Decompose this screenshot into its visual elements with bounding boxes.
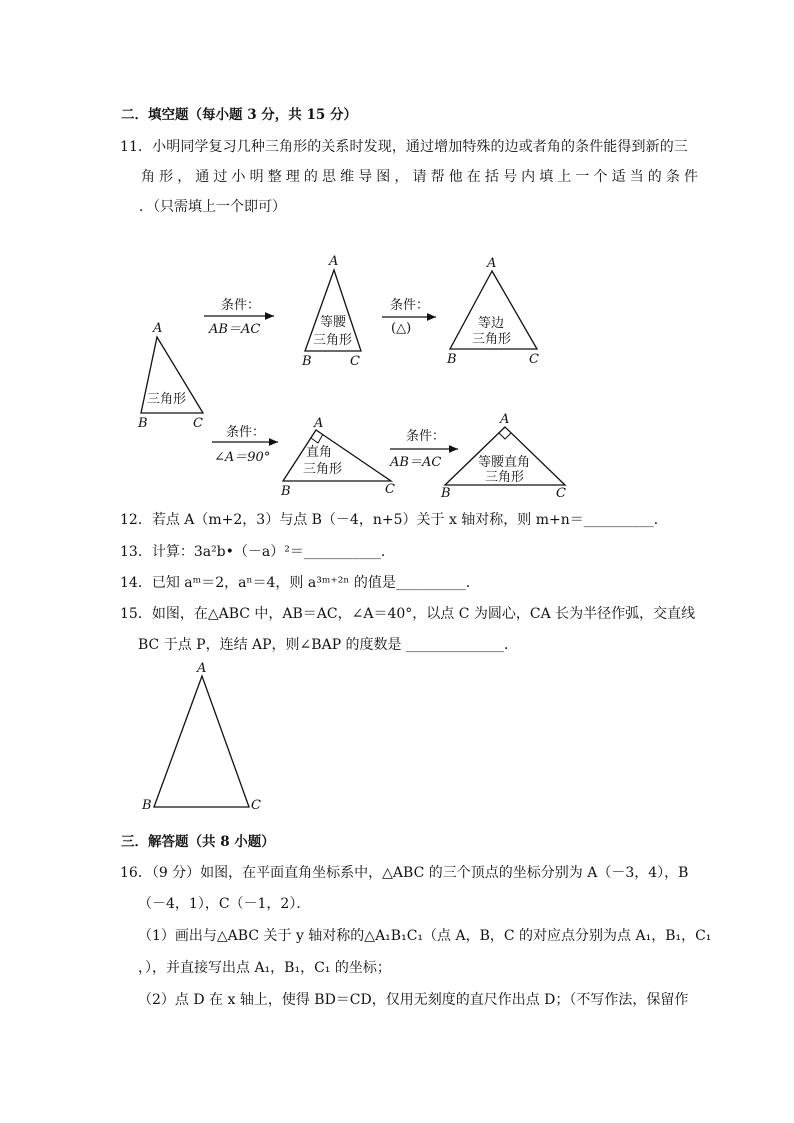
cond3-value: ∠A＝90°: [214, 450, 271, 465]
q11-line3: ．（只需填上一个即可）: [139, 199, 286, 215]
cond2-value: (△): [391, 321, 412, 336]
label-triangle: 三角形: [147, 392, 187, 407]
label-B-isosceles: B: [302, 354, 312, 369]
q12: 12．若点 A（m+2，3）与点 B（－4，n+5）关于 x 轴对称，则 m+n＝__________．: [120, 512, 668, 528]
label-isosceles-right-1: 等腰直角: [478, 455, 531, 470]
cond1-label: 条件：: [221, 298, 261, 313]
q15-label-B: B: [142, 798, 152, 813]
q13: 13．计算：3a²b•（－a）²＝___________．: [120, 544, 395, 560]
cond4-value: AB＝AC: [390, 455, 442, 470]
label-right-2: 三角形: [303, 462, 343, 477]
label-B-isosceles-right: B: [441, 486, 451, 501]
label-C-isosceles: C: [350, 354, 360, 369]
q16-line2: （－4，1），C（－1，2）．: [138, 896, 311, 912]
label-isosceles-2: 三角形: [313, 333, 353, 348]
label-B-general: B: [138, 416, 148, 431]
cond4-label: 条件：: [406, 429, 446, 444]
label-isosceles-right-2: 三角形: [485, 470, 525, 485]
label-C-right: C: [385, 482, 395, 497]
q14: 14．已知 aᵐ＝2，aⁿ＝4，则 a³ᵐ⁺²ⁿ 的值是__________．: [120, 575, 480, 591]
label-B-right: B: [281, 484, 291, 499]
label-isosceles-1: 等腰: [320, 315, 347, 330]
section3-title: 三．解答题（共 8 小题）: [121, 834, 275, 850]
q15-label-A: A: [197, 661, 207, 676]
label-C-equilateral: C: [529, 352, 539, 367]
right-angle-mark-2: [499, 433, 511, 439]
cond3-label: 条件：: [226, 425, 266, 440]
label-B-equilateral: B: [447, 352, 457, 367]
q16-line3: （1）画出与△ABC 关于 y 轴对称的△A₁B₁C₁（点 A，B，C 的对应点分别为点 A₁，B₁，C₁: [138, 928, 712, 944]
q15-line2: BC 于点 P，连结 AP，则∠BAP 的度数是 ______________．: [138, 637, 519, 653]
q15-label-C: C: [251, 798, 261, 813]
q16-line5: （2）点 D 在 x 轴上，使得 BD＝CD，仅用无刻度的直尺作出点 D；（不写作法，保留作: [138, 992, 689, 1008]
label-A-isosceles-right: A: [500, 412, 510, 427]
q16-line4: ，），并直接写出点 A₁，B₁，C₁ 的坐标；: [138, 960, 391, 976]
label-right-1: 直角: [306, 445, 333, 460]
q15-line1: 15．如图，在△ABC 中，AB＝AC，∠A＝40°，以点 C 为圆心，CA 长为半径作弧，交直线: [120, 606, 696, 622]
label-A-general: A: [153, 321, 163, 336]
label-A-right: A: [314, 416, 324, 431]
label-C-general: C: [193, 416, 203, 431]
label-equilateral-1: 等边: [478, 316, 505, 331]
section2-title: 二．填空题（每小题 3 分，共 15 分）: [121, 107, 357, 123]
label-A-equilateral: A: [487, 256, 497, 271]
q16-line1: 16．（9 分）如图，在平面直角坐标系中，△ABC 的三个顶点的坐标分别为 A（－3，4），B: [120, 865, 689, 881]
q11-line2: 角形，通过小明整理的思维导图，请帮他在括号内填上一个适当的条件: [141, 169, 703, 185]
label-equilateral-2: 三角形: [472, 332, 512, 347]
q11-line1: 11．小明同学复习几种三角形的关系时发现，通过增加特殊的边或者角的条件能得到新的三: [120, 139, 688, 155]
label-A-isosceles: A: [329, 254, 339, 269]
cond1-value: AB＝AC: [209, 322, 261, 337]
cond2-label: 条件：: [390, 298, 430, 313]
label-C-isosceles-right: C: [556, 486, 566, 501]
q15-triangle: [154, 676, 249, 807]
